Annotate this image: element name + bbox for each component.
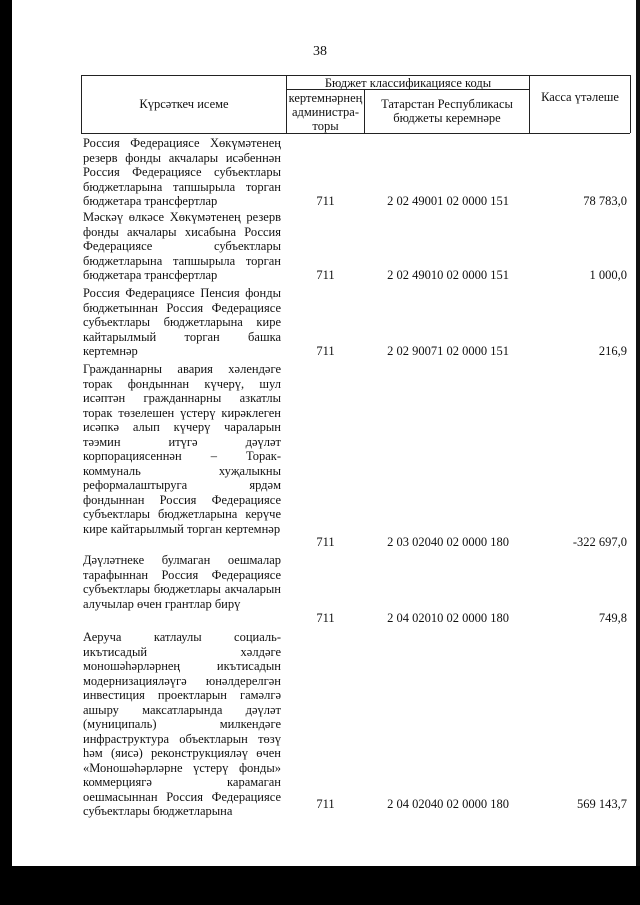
row-amount: -322 697,0	[572, 535, 627, 549]
row-budget-code: 2 02 49001 02 0000 151	[387, 194, 509, 208]
row-budget-code: 2 02 90071 02 0000 151	[387, 344, 509, 358]
row-admin-code: 711	[316, 194, 335, 208]
row-description: Гражданнарны авария хәлендәге торак фондыннан күчерү, шул исәптән гражданнарны азкатлы торак төзелешен үстерү кирәклеген исәпкә алып күчерү чараларын тәэмин итүгә дәүләт корпорациясеннән – Торак-коммуналь хуҗалыкны реформалаштыруга ярдәм фондыннан Россия Федерациясе субъектлары бюджетларына керүче кире кайтарылмый торган кертемнәр	[83, 362, 281, 536]
header-col-name: Күрсәткеч исеме	[139, 97, 229, 111]
page-number: 38	[313, 44, 327, 59]
row-admin-code: 711	[316, 344, 335, 358]
header-divider-code	[529, 75, 530, 133]
scan-left-edge	[0, 0, 12, 905]
row-budget-code: 2 04 02040 02 0000 180	[387, 797, 509, 811]
header-bottom-rule	[81, 133, 630, 134]
row-description: Мәскәү өлкәсе Хөкүмәтенең резерв фонды акчалары хисабына Россия Федерациясе субъектлары бюджетларына тапшырыла торган бюджетара трансфертлар	[83, 210, 281, 282]
row-amount: 78 783,0	[583, 194, 627, 208]
header-col-budget: Татарстан Республикасы бюджеты керемнәре	[381, 97, 513, 125]
row-budget-code: 2 04 02010 02 0000 180	[387, 611, 509, 625]
row-description: Россия Федерациясе Пенсия фонды бюджетыннан Россия Федерациясе субъектлары бюджетларына кире кайтарылмый торган башка кертемнәр	[83, 286, 281, 358]
header-col-cash: Касса үтәлеше	[541, 90, 619, 104]
row-admin-code: 711	[316, 268, 335, 282]
row-amount: 216,9	[598, 344, 627, 358]
row-amount: 569 143,7	[577, 797, 627, 811]
row-amount: 1 000,0	[589, 268, 627, 282]
row-amount: 749,8	[598, 611, 627, 625]
row-admin-code: 711	[316, 535, 335, 549]
row-budget-code: 2 02 49010 02 0000 151	[387, 268, 509, 282]
scan-bottom-edge	[0, 866, 640, 905]
row-description: Россия Федерациясе Хөкүмәтенең резерв фонды акчалары исәбеннән Россия Федерациясе субъектлары бюджетларына тапшырыла торган бюджетара трансфертлар	[83, 136, 281, 208]
scan-right-edge	[636, 0, 640, 905]
header-group-label: Бюджет классификациясе коды	[324, 76, 492, 90]
row-budget-code: 2 03 02040 02 0000 180	[387, 535, 509, 549]
header-col-admin: кертемнәрнең администра-торы	[288, 91, 363, 133]
row-admin-code: 711	[316, 797, 335, 811]
row-admin-code: 711	[316, 611, 335, 625]
header-right-border	[630, 75, 631, 133]
row-description: Дәүләтнеке булмаган оешмалар тарафыннан Россия Федерациясе субъектлары бюджетлары акчаларын алучылар өчен грантлар бирү	[83, 553, 281, 611]
row-description: Аеруча катлаулы социаль-икътисадый хәлдәге моношәһәрләрнең икътисадын модернизацияләүгә юнәлдерелгән инвестиция проектларын гамәлгә ашыру максатларында дәүләт (муниципаль) милкендәге инфраструктура объектларын төзү һәм (яисә) реконструкцияләү өчен «Моношәһәрләрне үстерү фонды» коммерциягә карамаган оешмасыннан Россия Федерациясе субъектлары бюджетларына	[83, 630, 281, 818]
